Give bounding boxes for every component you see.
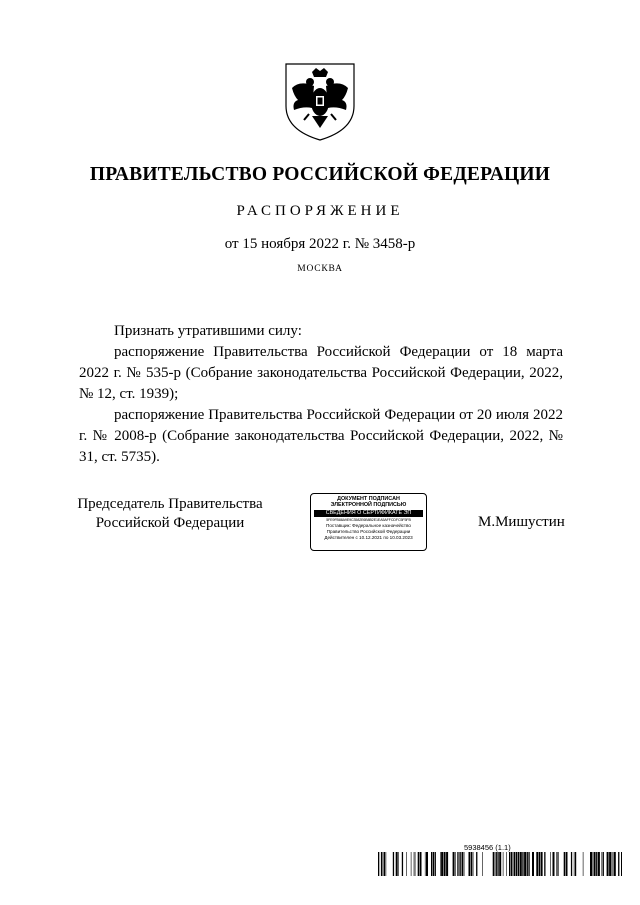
- barcode-bar: [612, 852, 613, 876]
- barcode-bar: [583, 852, 584, 876]
- barcode-bar: [574, 852, 575, 876]
- barcode-bar: [618, 852, 619, 876]
- barcode-bar: [386, 852, 387, 876]
- document-date-number: от 15 ноября 2022 г. № 3458-р: [224, 236, 416, 252]
- signatory-role-line: Председатель Правительства: [77, 496, 263, 512]
- barcode-bar: [414, 852, 415, 876]
- barcode-bar: [514, 852, 515, 876]
- barcode-bar: [590, 852, 592, 876]
- barcode-bar: [511, 852, 512, 876]
- barcode-bar: [598, 852, 600, 876]
- body-paragraph: Признать утратившими силу:: [114, 323, 302, 339]
- stamp-supplier: Поставщик: Федеральное казначейство: [326, 522, 411, 528]
- barcode-bar: [539, 852, 540, 876]
- barcode-number: 5938456 (1.1): [464, 843, 511, 852]
- barcode-bar: [556, 852, 557, 876]
- barcode-bar: [571, 852, 572, 876]
- barcode-bar: [593, 852, 594, 876]
- barcode-bar: [415, 852, 416, 876]
- barcode-bar: [557, 852, 558, 876]
- barcode-bar: [506, 852, 507, 876]
- body-paragraph: распоряжение Правительства Российской Федерации от 20 июля 2022 г. № 2008-р (Собрание законодательства Российской Федерации, 2022, № 31, ст. 5735).: [79, 407, 563, 465]
- barcode-bar: [493, 852, 494, 876]
- barcode-bar: [446, 852, 448, 876]
- barcode-bar: [435, 852, 436, 876]
- barcode-bar: [518, 852, 519, 876]
- barcode-bar: [553, 852, 555, 876]
- document-type: РАСПОРЯЖЕНИЕ: [236, 203, 404, 219]
- barcode-bar: [550, 852, 551, 876]
- barcode-bar: [614, 852, 616, 876]
- barcode-bar: [558, 852, 559, 876]
- barcode-bar: [497, 852, 498, 876]
- barcode-bar: [476, 852, 477, 876]
- barcode-bar: [499, 852, 501, 876]
- barcode-bar: [426, 852, 428, 876]
- stamp-validity: Действителен с 10.12.2021 по 10.03.2023: [324, 535, 413, 540]
- barcode-bar: [566, 852, 568, 876]
- barcode-bar: [564, 852, 565, 876]
- government-title: ПРАВИТЕЛЬСТВО РОССИЙСКОЙ ФЕДЕРАЦИИ: [89, 164, 551, 185]
- barcode-bar: [532, 852, 534, 876]
- barcode-bar: [496, 852, 497, 876]
- barcode-bar: [513, 852, 514, 876]
- barcode-bar: [420, 852, 422, 876]
- barcode-bar: [455, 852, 456, 876]
- signatory-name: М.Мишустин: [478, 514, 565, 530]
- stamp-title: ЭЛЕКТРОННОЙ ПОДПИСЬЮ: [330, 502, 407, 509]
- barcode-bar: [464, 852, 465, 876]
- barcode-bar: [594, 852, 596, 876]
- barcode-bar: [457, 852, 458, 876]
- barcode-bar: [425, 852, 426, 876]
- barcode-bar: [393, 852, 394, 876]
- barcode-bar: [398, 852, 399, 876]
- barcode-bar: [431, 852, 432, 876]
- document-body: [79, 321, 563, 468]
- barcode-bar: [418, 852, 419, 876]
- barcode-bar: [609, 852, 611, 876]
- barcode-bar: [541, 852, 543, 876]
- barcode-bar: [524, 852, 526, 876]
- barcode-bar: [520, 852, 522, 876]
- barcode-bar: [402, 852, 403, 876]
- barcode-bar: [440, 852, 441, 876]
- barcode-bar: [516, 852, 518, 876]
- stamp-supplier: Правительство Российской Федерации: [326, 528, 411, 534]
- barcode-bar: [528, 852, 529, 876]
- barcode-bar: [575, 852, 576, 876]
- barcode-bar: [453, 852, 455, 876]
- barcode-bar: [462, 852, 463, 876]
- barcode-bar: [471, 852, 472, 876]
- barcode-bar: [396, 852, 398, 876]
- stamp-serial: 5FE9FB88A9E9C3582E6B8B2E1EA5AFFCDFC5F5FB: [326, 517, 411, 522]
- stamp-certificate-bar: СВЕДЕНИЯ О СЕРТИФИКАТЕ ЭП: [314, 510, 423, 517]
- coat-of-arms-emblem: [282, 60, 358, 144]
- barcode-bar: [383, 852, 384, 876]
- barcode-bar: [460, 852, 461, 876]
- barcode-bar: [603, 852, 604, 876]
- barcode-bar: [536, 852, 538, 876]
- barcode-bar: [473, 852, 474, 876]
- signatory-role-line: Российской Федерации: [95, 515, 245, 531]
- barcode-bar: [596, 852, 597, 876]
- barcode-bar: [444, 852, 446, 876]
- barcode-bar: [411, 852, 412, 876]
- document-city: МОСКВА: [297, 264, 343, 274]
- barcode-bar: [433, 852, 434, 876]
- barcode-bar: [495, 852, 496, 876]
- barcode-bar: [613, 852, 614, 876]
- barcode-bar: [509, 852, 510, 876]
- barcode-bar: [482, 852, 483, 876]
- barcode-bar: [384, 852, 385, 876]
- barcode-bar: [469, 852, 471, 876]
- barcode-bar: [544, 852, 545, 876]
- barcode-bar: [621, 852, 622, 876]
- barcode-bar: [406, 852, 407, 876]
- electronic-signature-stamp: [310, 493, 427, 551]
- barcode-bar: [522, 852, 523, 876]
- barcode-bar: [441, 852, 443, 876]
- barcode-bar: [459, 852, 460, 876]
- barcode-bar: [503, 852, 504, 876]
- signatory-role: [70, 495, 270, 533]
- body-paragraph: распоряжение Правительства Российской Федерации от 18 марта 2022 г. № 535-р (Собрание законодательства Российской Федерации, 2022, № 12, ст. 1939);: [79, 344, 563, 402]
- barcode: [378, 852, 622, 876]
- stamp-title: ДОКУМЕНТ ПОДПИСАН: [337, 496, 400, 502]
- barcode-bar: [607, 852, 609, 876]
- barcode-bar: [378, 852, 379, 876]
- barcode-bar: [602, 852, 603, 876]
- barcode-bar: [381, 852, 382, 876]
- barcode-bar: [527, 852, 528, 876]
